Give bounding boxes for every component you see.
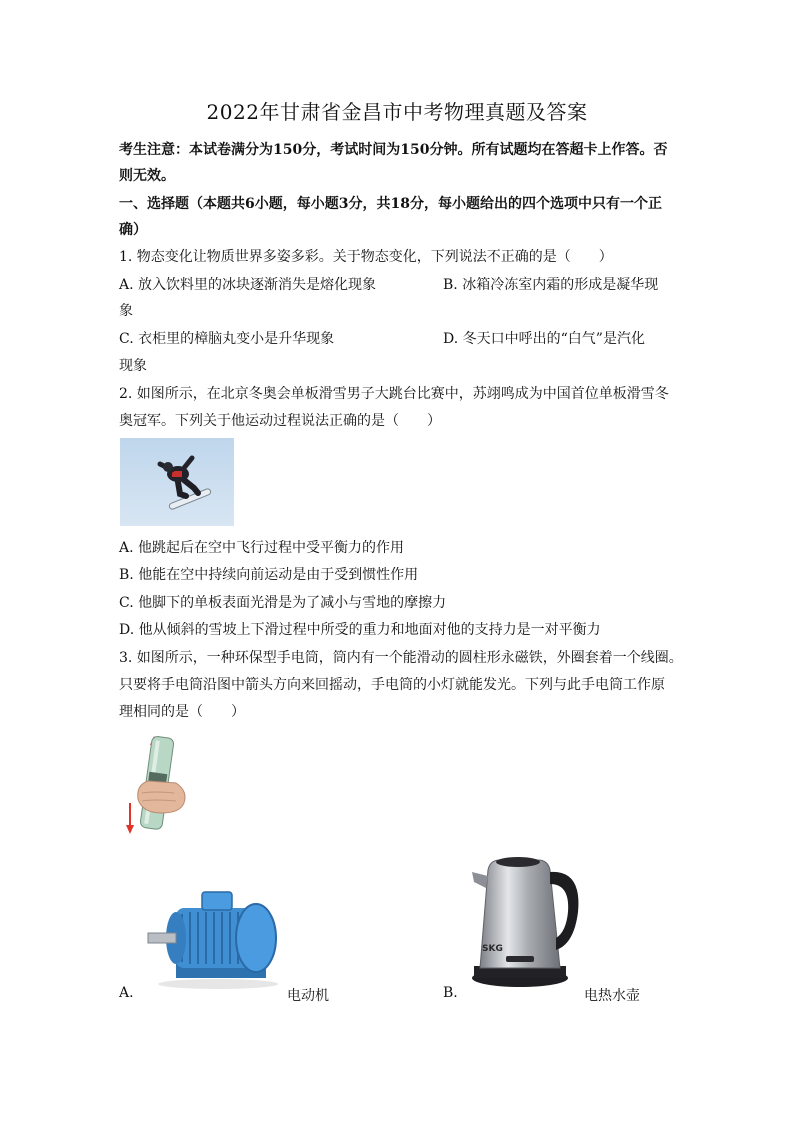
q2-option-d: D. 他从倾斜的雪坡上下滑过程中所受的重力和地面对他的支持力是一对平衡力 xyxy=(119,622,601,638)
notice-line-1: 考生注意：本试卷满分为150分，考试时间为150分钟。所有试题均在答超卡上作答。否 xyxy=(119,142,668,158)
electric-kettle-image xyxy=(466,852,586,990)
q2-stem-line-1: 2. 如图所示，在北京冬奥会单板滑雪男子大跳台比赛中，苏翊鸣成为中国首位单板滑雪冬 xyxy=(119,386,669,402)
q2-stem-line-2: 奥冠军。下列关于他运动过程说法正确的是（ ） xyxy=(119,413,441,429)
page-title: 2022年甘肃省金昌市中考物理真题及答案 xyxy=(206,100,588,124)
q3-option-b-letter: B. xyxy=(443,985,458,1001)
q2-option-c: C. 他脚下的单板表面光滑是为了减小与雪地的摩擦力 xyxy=(119,595,447,611)
electric-motor-image xyxy=(146,880,286,992)
q3-option-a-label: 电动机 xyxy=(287,988,329,1004)
q2-option-a: A. 他跳起后在空中飞行过程中受平衡力的作用 xyxy=(119,540,405,556)
q3-stem-line-2: 只要将手电筒沿图中箭头方向来回摇动，手电筒的小灯就能发光。下列与此手电筒工作原 xyxy=(119,677,665,693)
q1-stem: 1. 物态变化让物质世界多姿多彩。关于物态变化，下列说法不正确的是（ ） xyxy=(119,249,613,265)
q1-option-c: C. 衣柜里的樟脑丸变小是升华现象 xyxy=(119,331,335,347)
q1-option-a: A. 放入饮料里的冰块逐渐消失是熔化现象 xyxy=(119,277,377,293)
notice-line-2: 则无效。 xyxy=(119,168,175,184)
q1-option-b: B. 冰箱冷冻室内霜的形成是凝华现 xyxy=(443,277,659,293)
q3-option-b-label: 电热水壶 xyxy=(584,988,640,1004)
snowboarder-photo xyxy=(120,438,234,526)
q3-option-a-letter: A. xyxy=(119,985,134,1001)
q1-option-d: D. 冬天口中呼出的“白气”是汽化 xyxy=(443,331,645,347)
q3-stem-line-1: 3. 如图所示，一种环保型手电筒，筒内有一个能滑动的圆柱形永磁铁，外圈套着一个线圈。 xyxy=(119,650,683,666)
section-heading-line-1: 一、选择题（本题共6小题，每小题3分，共18分，每小题给出的四个选项中只有一个正 xyxy=(119,196,662,212)
shake-flashlight-image xyxy=(118,733,198,839)
section-heading-line-2: 确） xyxy=(119,222,147,238)
q1-option-b-continued: 象 xyxy=(119,303,133,319)
q1-option-d-continued: 现象 xyxy=(119,358,147,374)
kettle-brand-logo: SKG xyxy=(482,944,503,954)
q3-stem-line-3: 理相同的是（ ） xyxy=(119,704,245,720)
q2-option-b: B. 他能在空中持续向前运动是由于受到惯性作用 xyxy=(119,567,419,583)
